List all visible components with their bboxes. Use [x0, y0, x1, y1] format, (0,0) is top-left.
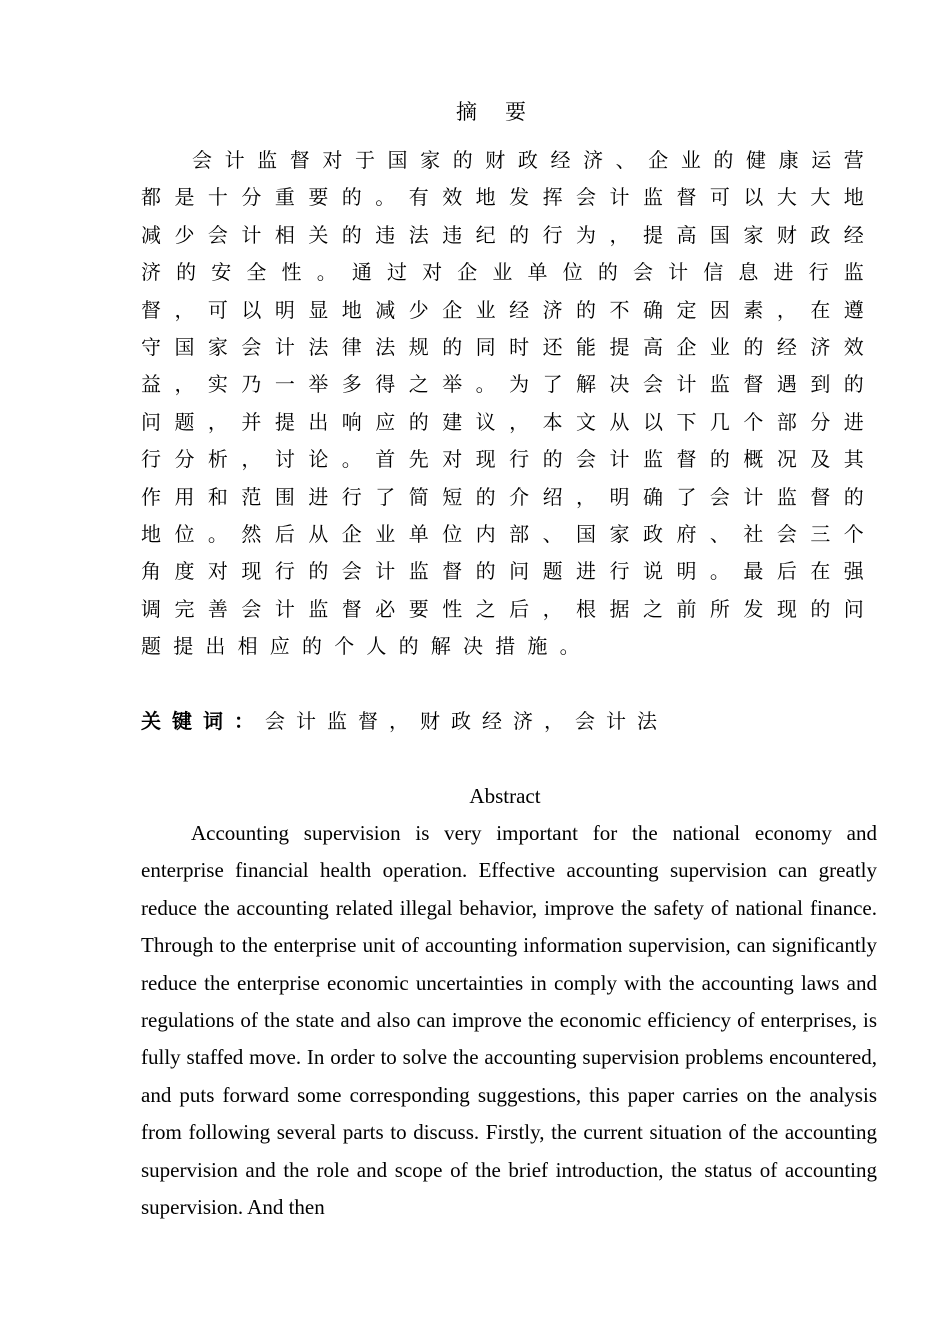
english-abstract-title: Abstract	[469, 784, 541, 808]
chinese-abstract-body: 会计监督对于国家的财政经济、企业的健康运营都是十分重要的。有效地发挥会计监督可以大大地减少会计相关的违法违纪的行为，提高国家财政经济的安全性。通过对企业单位的会计信息进行监督，可以明显地减少企业经济的不确定因素，在遵守国家会计法律法规的同时还能提高企业的经济效益，实乃一举多得之举。为了解决会计监督遇到的问题，并提出响应的建议，本文从以下几个部分进行分析，讨论。首先对现行的会计监督的概况及其作用和范围进行了简短的介绍，明确了会计监督的地位。然后从企业单位内部、国家政府、社会三个角度对现行的会计监督的问题进行说明。最后在强调完善会计监督必要性之后，根据之前所发现的问题提出相应的个人的解决措施。	[141, 148, 876, 659]
chinese-abstract-title: 摘要	[456, 100, 554, 124]
english-abstract-body: Accounting supervision is very important for the national economy and enterprise financial health operation. Effective accounting supervision can greatly reduce the accounting related illegal behavior, improve the safety of national finance. Through to the enterprise unit of accounting information supervision, can significantly reduce the enterprise economic uncertainties in comply with the accounting laws and regulations of the state and also can improve the economic efficiency of enterprises, is fully staffed move. In order to solve the accounting supervision problems encountered, and puts forward some corresponding suggestions, this paper carries on the analysis from following several parts to discuss. Firstly, the current situation of the accounting supervision and the role and scope of the brief introduction, the status of accounting supervision. And then	[141, 821, 877, 1220]
keywords-value: 会计监督，财政经济，会计法	[265, 709, 668, 733]
chinese-keywords	[141, 705, 876, 737]
keywords-label: 关键词：	[141, 709, 265, 733]
